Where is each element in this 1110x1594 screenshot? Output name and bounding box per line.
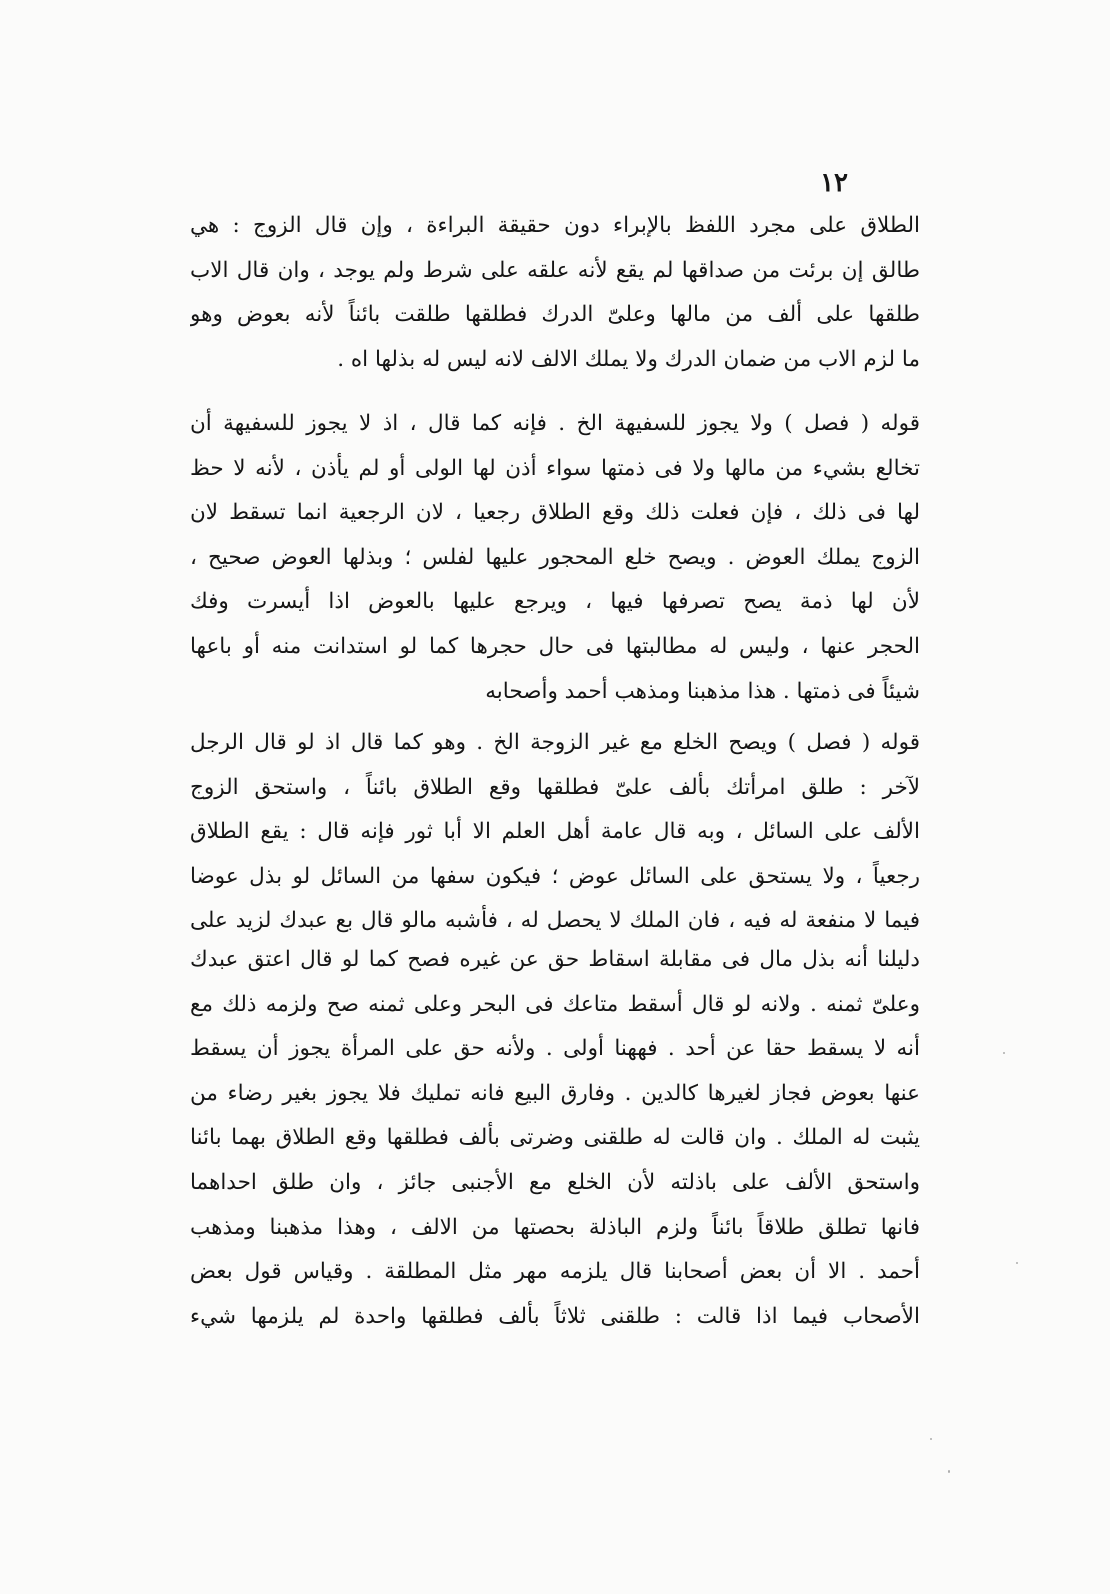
- text-line: فيما لا منفعة له فيه ، فان الملك لا يحصل له ، فأشبه مالو قال بع عبدك لزيد على: [190, 908, 920, 934]
- scan-speck: [1016, 1262, 1018, 1264]
- text-line: الأصحاب فيما اذا قالت : طلقنى ثلاثاً بألف فطلقها واحدة لم يلزمها شيء: [190, 1303, 920, 1329]
- text-line: رجعياً ، ولا يستحق على السائل عوض ؛ فيكون سفها من السائل لو بذل عوضا: [190, 863, 920, 889]
- text-line: دليلنا أنه بذل مال فى مقابلة اسقاط حق عن غيره فصح كما لو قال اعتق عبدك: [190, 947, 920, 972]
- paragraph-2: [190, 402, 920, 714]
- text-line: واستحق الألف على باذلته لأن الخلع مع الأجنبى جائز ، وان طلق احداهما: [190, 1169, 920, 1195]
- scan-speck: [930, 1438, 932, 1440]
- text-line: لآخر : طلق امرأتك بألف علىّ فطلقها وقع الطلاق بائناً ، واستحق الزوج: [190, 774, 920, 800]
- paragraph-1: [190, 204, 920, 382]
- text-line: شيئاً فى ذمتها . هذا مذهبنا ومذهب أحمد وأصحابه: [485, 678, 920, 704]
- paragraph-3: [190, 721, 920, 944]
- text-line: فانها تطلق طلاقاً بائناً ولزم الباذلة بحصتها من الالف ، وهذا مذهبنا ومذهب: [190, 1214, 920, 1240]
- text-line: الطلاق على مجرد اللفظ بالإبراء دون حقيقة البراءة ، وإن قال الزوج : هي: [190, 213, 920, 238]
- text-line: وعلىّ ثمنه . ولانه لو قال أسقط متاعك فى البحر وعلى ثمنه صح ولزمه ذلك مع: [190, 991, 920, 1017]
- scan-speck: [1003, 1052, 1005, 1054]
- text-line: ما لزم الاب من ضمان الدرك ولا يملك الالف لانه ليس له بذلها اه .: [337, 346, 920, 372]
- text-line: عنها بعوض فجاز لغيرها كالدين . وفارق البيع فانه تمليك فلا يجوز بغير رضاء من: [190, 1080, 920, 1106]
- paragraph-4: [190, 938, 920, 1339]
- text-line: أحمد . الا أن بعض أصحابنا قال يلزمه مهر مثل المطلقة . وقياس قول بعض: [190, 1259, 920, 1285]
- text-line: الألف على السائل ، وبه قال عامة أهل العلم الا أبا ثور فإنه قال : يقع الطلاق: [190, 819, 920, 845]
- page-number: ١٢: [820, 168, 848, 198]
- text-line: تخالع بشيء من مالها ولا فى ذمتها سواء أذن لها الولى أو لم يأذن ، لأنه لا حظ: [190, 455, 920, 481]
- text-line: لها فى ذلك ، فإن فعلت ذلك وقع الطلاق رجعيا ، لان الرجعية انما تسقط لان: [190, 500, 920, 526]
- text-line: قوله ( فصل ) ولا يجوز للسفيهة الخ . فإنه كما قال ، اذ لا يجوز للسفيهة أن: [190, 411, 920, 436]
- text-line: طلقها على ألف من مالها وعلىّ الدرك فطلقها طلقت بائناً لأنه بعوض وهو: [190, 302, 920, 328]
- text-line: قوله ( فصل ) ويصح الخلع مع غير الزوجة الخ . وهو كما قال اذ لو قال الرجل: [190, 730, 920, 755]
- text-line: الزوج يملك العوض . ويصح خلع المحجور عليها لفلس ؛ وبذلها العوض صحيح ،: [190, 544, 920, 570]
- text-line: طالق إن برئت من صداقها لم يقع لأنه علقه على شرط ولم يوجد ، وان قال الاب: [190, 257, 920, 283]
- text-line: لأن لها ذمة يصح تصرفها فيها ، ويرجع عليها بالعوض اذا أيسرت وفك: [190, 589, 920, 615]
- text-line: الحجر عنها ، وليس له مطالبتها فى حال حجرها كما لو استدانت منه أو باعها: [190, 633, 920, 659]
- text-line: أنه لا يسقط حقا عن أحد . فههنا أولى . ولأنه حق على المرأة يجوز أن يسقط: [190, 1036, 920, 1062]
- scan-speck: [948, 1470, 950, 1473]
- text-line: يثبت له الملك . وان قالت له طلقنى وضرتى بألف فطلقها وقع الطلاق بهما بائنا: [190, 1125, 920, 1151]
